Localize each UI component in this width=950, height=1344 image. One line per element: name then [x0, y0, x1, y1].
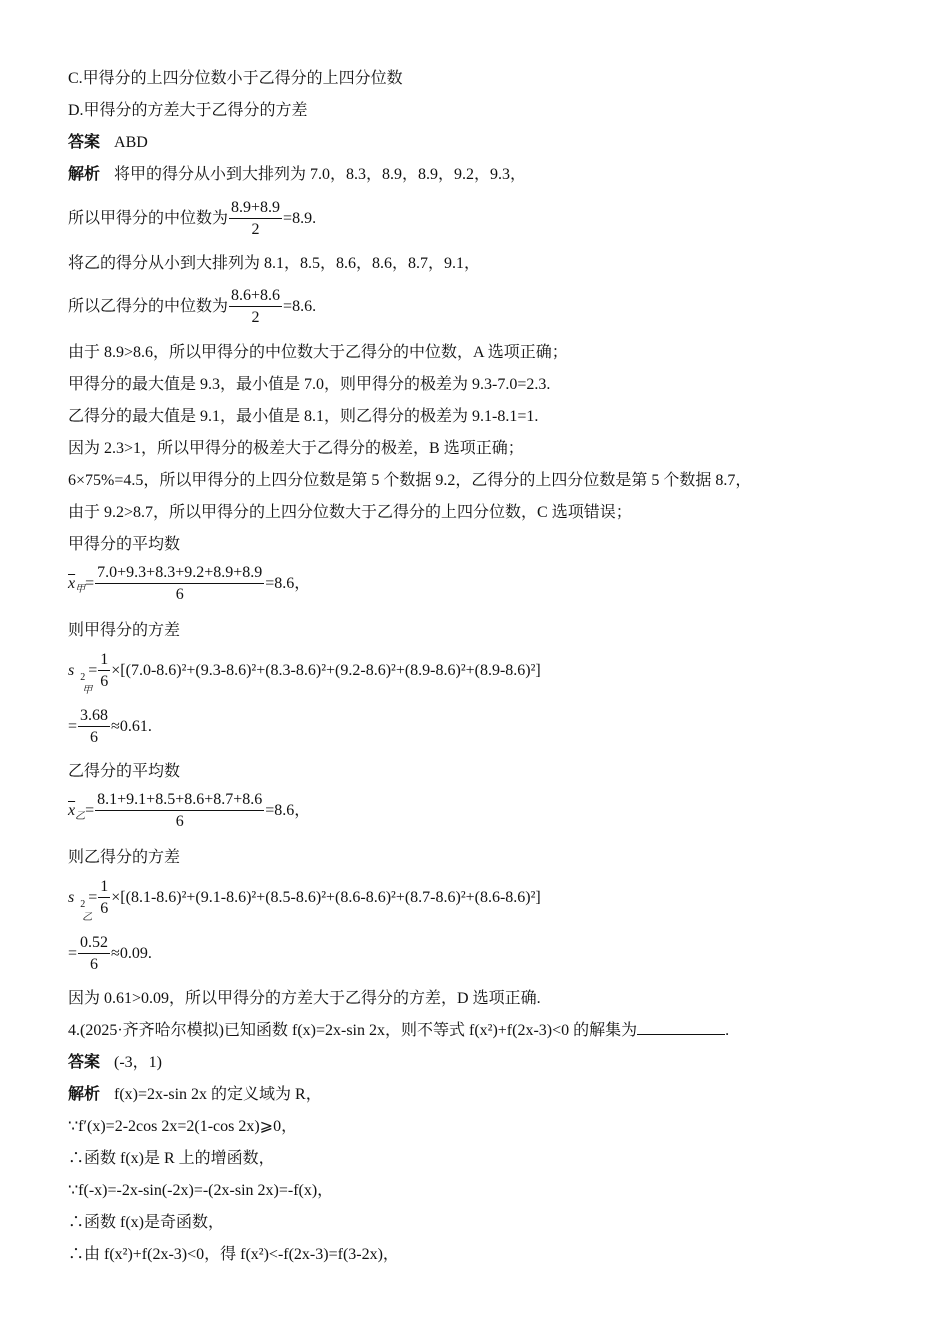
- fraction: [98, 877, 110, 920]
- mean-jia-row: [68, 563, 310, 606]
- text: =8.6，: [265, 802, 311, 820]
- equals: =: [68, 945, 78, 963]
- text-line: ∵f(-x)=-2x-sin(-2x)=-(2x-sin 2x)=-f(x)，: [68, 1182, 334, 1199]
- analysis-label: 解析: [68, 1086, 101, 1103]
- equals: =: [68, 718, 78, 736]
- answer-label: 答案: [68, 1054, 101, 1071]
- analysis-text: 将甲的得分从小到大排列为 7.0，8.3，8.9，8.9，9.2，9.3，: [114, 166, 527, 183]
- x-bar: $\overline{x}$: [68, 575, 76, 593]
- text-line: ∴函数 f(x)是 R 上的增函数，: [68, 1150, 275, 1167]
- var-yi-result-row: [68, 933, 152, 976]
- terms: ×[(7.0-8.6)²+(9.3-8.6)²+(8.3-8.6)²+(9.2-8.6)²+(8.9-8.6)²+(8.9-8.6)²]: [111, 662, 541, 680]
- s-symbol: s: [68, 889, 75, 907]
- mean-yi-row: [68, 790, 310, 833]
- subscript: 乙: [82, 912, 93, 924]
- analysis-label: 解析: [68, 166, 101, 183]
- denominator: 2: [251, 221, 260, 238]
- answer-row-2: [68, 1052, 162, 1074]
- text-line: 则乙得分的方差: [68, 849, 181, 866]
- superscript: 2: [80, 899, 86, 911]
- answer-label: 答案: [68, 134, 101, 151]
- text-line: ∴由 f(x²)+f(2x-3)<0，得 f(x²)<-f(2x-3)=f(3-2x)，: [68, 1246, 399, 1263]
- subscript: 甲: [82, 685, 93, 697]
- s-symbol: s: [68, 662, 75, 680]
- text: =8.6，: [265, 575, 311, 593]
- numerator: 1: [98, 877, 110, 898]
- question-4: [68, 1020, 729, 1042]
- text-line: ∵f′(x)=2-2cos 2x=2(1-cos 2x)⩾0，: [68, 1118, 298, 1135]
- text: .: [725, 1022, 730, 1039]
- denominator: 6: [90, 729, 99, 746]
- fraction: [78, 706, 110, 749]
- denominator: 6: [175, 813, 184, 830]
- numerator: 8.9+8.9: [229, 198, 282, 219]
- denominator: 6: [100, 673, 109, 690]
- var-jia-result-row: [68, 706, 152, 749]
- numerator: 8.6+8.6: [229, 286, 282, 307]
- fraction: [98, 650, 110, 693]
- analysis-row-2: [68, 1084, 322, 1106]
- text: 所以甲得分的中位数为: [68, 210, 229, 228]
- equals: =: [88, 889, 98, 907]
- answer-value: ABD: [114, 134, 148, 151]
- text-line: 6×75%=4.5，所以甲得分的上四分位数是第 5 个数据 9.2，乙得分的上四分位数是第 5 个数据 8.7，: [68, 472, 752, 489]
- answer-value: (-3，1): [114, 1054, 163, 1071]
- numerator: 1: [98, 650, 110, 671]
- terms: ×[(8.1-8.6)²+(9.1-8.6)²+(8.5-8.6)²+(8.6-8.6)²+(8.7-8.6)²+(8.6-8.6)²]: [111, 889, 541, 907]
- numerator: 3.68: [78, 706, 110, 727]
- text: =8.6.: [283, 298, 317, 316]
- sorted-yi: 将乙的得分从小到大排列为 8.1，8.5，8.6，8.6，8.7，9.1，: [68, 255, 481, 272]
- text-line: 甲得分的平均数: [68, 536, 181, 553]
- x-bar: $\overline{x}$: [68, 802, 76, 820]
- text-line: ∴函数 f(x)是奇函数，: [68, 1214, 224, 1231]
- var-yi-row: [68, 877, 541, 924]
- median-jia-row: [68, 198, 316, 241]
- equals: =: [85, 575, 95, 593]
- text: ≈0.61.: [111, 718, 152, 736]
- numerator: 0.52: [78, 933, 110, 954]
- text-line: 则甲得分的方差: [68, 622, 181, 639]
- median-yi-row: [68, 286, 316, 329]
- text-line: 由于 8.9>8.6，所以甲得分的中位数大于乙得分的中位数，A 选项正确；: [68, 344, 568, 361]
- equals: =: [88, 662, 98, 680]
- text-line: 乙得分的平均数: [68, 763, 181, 780]
- analysis-row-1: [68, 164, 526, 186]
- denominator: 6: [100, 900, 109, 917]
- text-line: 乙得分的最大值是 9.1，最小值是 8.1，则乙得分的极差为 9.1-8.1=1.: [68, 408, 539, 425]
- subscript: 甲: [75, 584, 86, 596]
- text: 所以乙得分的中位数为: [68, 298, 229, 316]
- answer-blank: [637, 1020, 725, 1035]
- denominator: 6: [175, 586, 184, 603]
- text-line: 因为 0.61>0.09，所以甲得分的方差大于乙得分的方差，D 选项正确.: [68, 990, 541, 1007]
- fraction: [229, 286, 282, 329]
- equals: =: [85, 802, 95, 820]
- question-text: 4.(2025·齐齐哈尔模拟)已知函数 f(x)=2x-sin 2x，则不等式 f(x²)+f(2x-3)<0 的解集为: [68, 1022, 638, 1039]
- text-line: 因为 2.3>1，所以甲得分的极差大于乙得分的极差，B 选项正确；: [68, 440, 524, 457]
- answer-row-1: [68, 132, 148, 154]
- subscript: 乙: [75, 811, 86, 823]
- fraction: [78, 933, 110, 976]
- text: =8.9.: [283, 210, 317, 228]
- numerator: 7.0+9.3+8.3+9.2+8.9+8.9: [95, 563, 264, 584]
- analysis-text: f(x)=2x-sin 2x 的定义域为 R，: [114, 1086, 322, 1103]
- text-line: 由于 9.2>8.7，所以甲得分的上四分位数大于乙得分的上四分位数，C 选项错误；: [68, 504, 632, 521]
- var-jia-row: [68, 650, 541, 697]
- option-c: C.甲得分的上四分位数小于乙得分的上四分位数: [68, 70, 403, 87]
- denominator: 6: [90, 956, 99, 973]
- text: ≈0.09.: [111, 945, 152, 963]
- text-line: 甲得分的最大值是 9.3，最小值是 7.0，则甲得分的极差为 9.3-7.0=2.3.: [68, 376, 551, 393]
- fraction: [95, 790, 264, 833]
- fraction: [95, 563, 264, 606]
- denominator: 2: [251, 309, 260, 326]
- fraction: [229, 198, 282, 241]
- numerator: 8.1+9.1+8.5+8.6+8.7+8.6: [95, 790, 264, 811]
- option-d: D.甲得分的方差大于乙得分的方差: [68, 102, 308, 119]
- superscript: 2: [80, 672, 86, 684]
